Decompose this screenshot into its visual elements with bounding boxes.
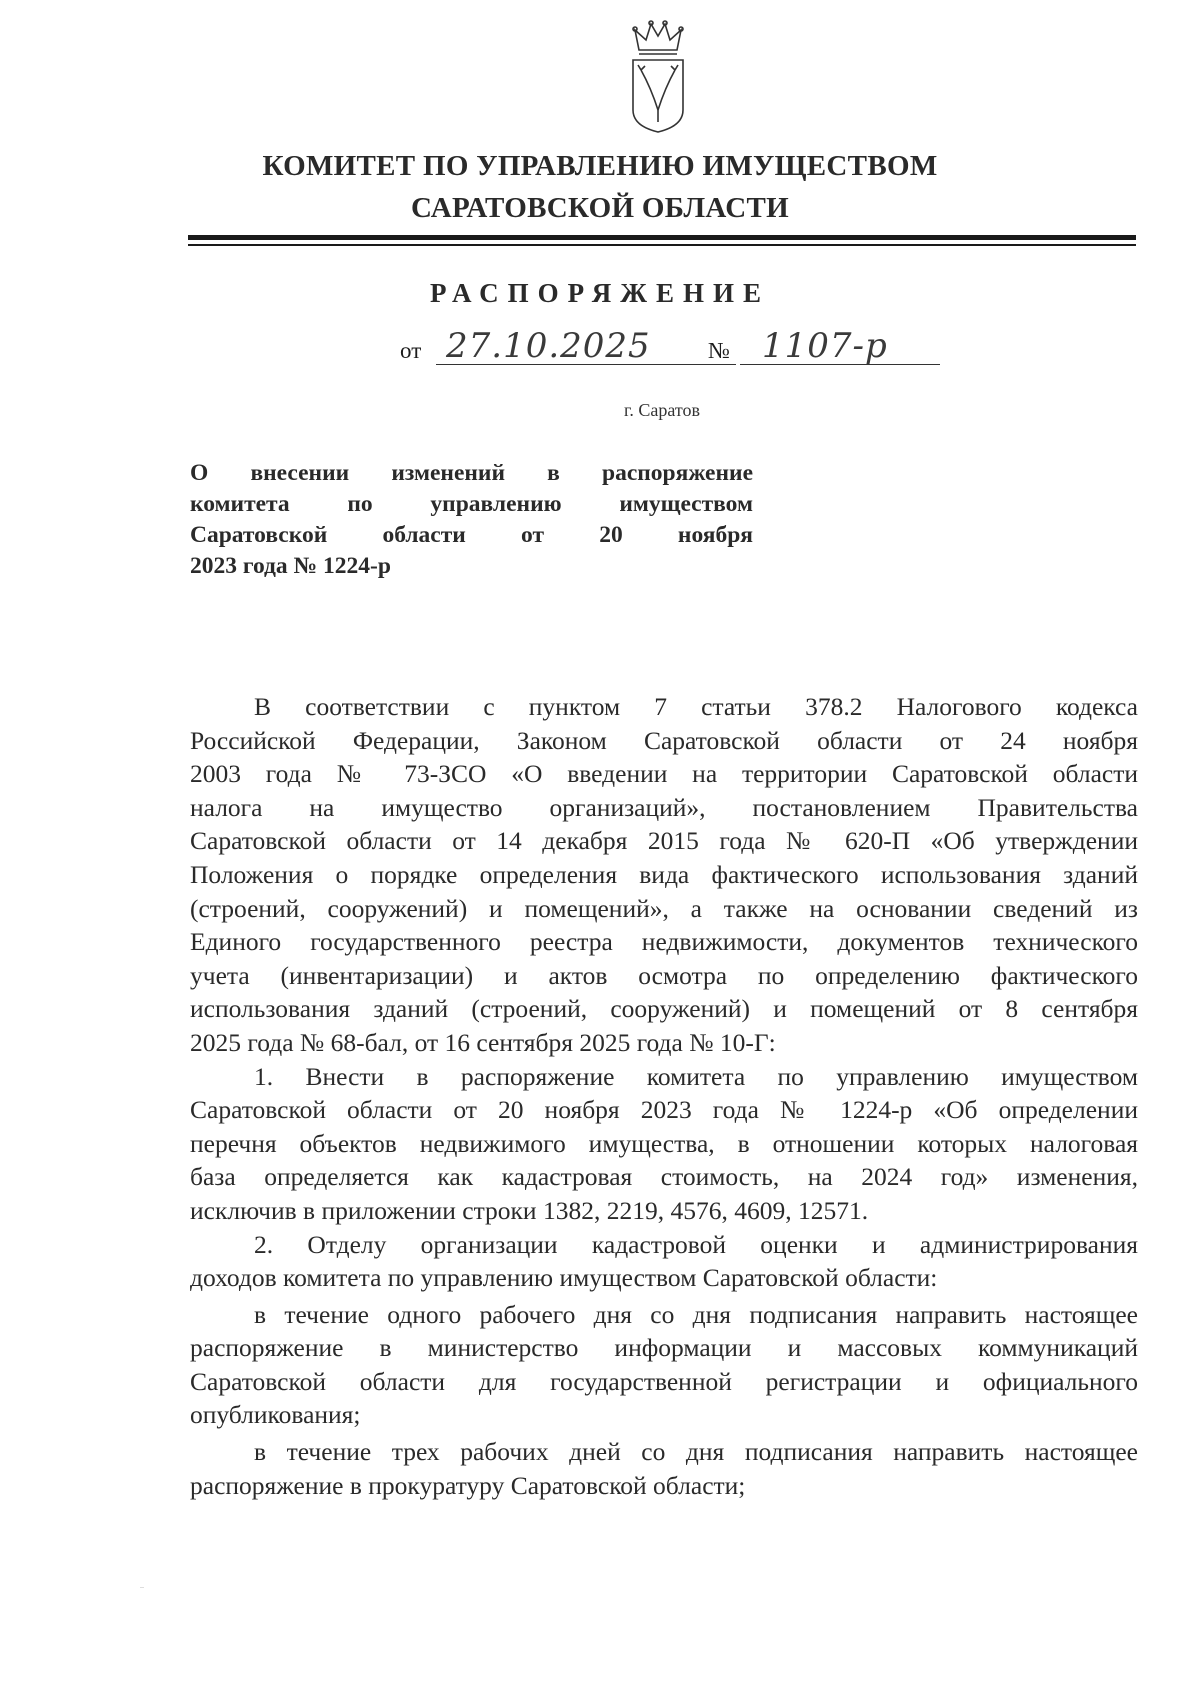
- preamble-line: Саратовской области от 14 декабря 2015 года № 620-П «Об утверждении: [190, 826, 1138, 856]
- preamble-line: 2003 года № 73-ЗСО «О введении на территории Саратовской области: [190, 759, 1138, 789]
- item-2b-line: в течение трех рабочих дней со дня подписания направить настоящее: [254, 1437, 1138, 1467]
- item-1-line: 1. Внести в распоряжение комитета по управлению имуществом: [254, 1061, 1138, 1091]
- preamble-line: 2025 года № 68-бал, от 16 сентября 2025 года № 10-Г:: [190, 1027, 776, 1057]
- subject-line: 2023 года № 1224-р: [190, 553, 391, 579]
- header-rule-thick: [188, 235, 1136, 240]
- document-subject: [190, 458, 753, 582]
- header-rule-thin: [188, 244, 1136, 246]
- document-type: РАСПОРЯЖЕНИЕ: [429, 278, 771, 308]
- city: г. Саратов: [624, 400, 700, 420]
- item-2a-line: распоряжение в министерство информации и массовых коммуникаций: [190, 1333, 1138, 1363]
- item-1-line: исключив в приложении строки 1382, 2219, 4576, 4609, 12571.: [190, 1195, 869, 1225]
- org-name-line-1: КОМИТЕТ ПО УПРАВЛЕНИЮ ИМУЩЕСТВОМ: [262, 150, 938, 182]
- handwritten-number: 1107-р: [762, 326, 888, 366]
- preamble-line: Единого государственного реестра недвижимости, документов технического: [190, 927, 1138, 957]
- item-2-line: 2. Отделу организации кадастровой оценки и администрирования: [254, 1229, 1138, 1259]
- date-label: от: [400, 338, 422, 363]
- document-body: [190, 690, 1138, 1502]
- item-1-line: перечня объектов недвижимого имущества, в отношении которых налоговая: [190, 1128, 1138, 1158]
- subject-line: О внесении изменений в распоряжение: [190, 460, 753, 486]
- item-2a-line: опубликования;: [190, 1400, 361, 1430]
- preamble-line: (строений, сооружений) и помещений», а также на основании сведений из: [190, 893, 1138, 923]
- preamble-line: В соответствии с пунктом 7 статьи 378.2 Налогового кодекса: [254, 692, 1138, 721]
- item-2-line: доходов комитета по управлению имуществом Саратовской области:: [190, 1263, 938, 1293]
- item-2a-line: в течение одного рабочего дня со дня подписания направить настоящее: [254, 1299, 1138, 1329]
- number-label: №: [708, 338, 730, 363]
- preamble-line: Российской Федерации, Законом Саратовской области от 24 ноября: [190, 725, 1138, 755]
- saratov-coat-of-arms-icon: [629, 18, 687, 134]
- handwritten-date: 27.10.2025: [446, 326, 651, 366]
- preamble-line: учета (инвентаризации) и актов осмотра по определению фактического: [190, 960, 1138, 990]
- subject-line: Саратовской области от 20 ноября: [190, 522, 753, 548]
- item-2b-line: распоряжение в прокуратуру Саратовской области;: [190, 1470, 746, 1500]
- subject-line: комитета по управлению имуществом: [190, 491, 753, 517]
- item-1-line: Саратовской области от 20 ноября 2023 года № 1224-р «Об определении: [190, 1095, 1138, 1125]
- item-1-line: база определяется как кадастровая стоимость, на 2024 год» изменения,: [190, 1162, 1138, 1192]
- item-2a-line: Саратовской области для государственной регистрации и официального: [190, 1366, 1138, 1396]
- preamble-line: использования зданий (строений, сооружений) и помещений от 8 сентября: [190, 994, 1138, 1024]
- scan-speck: [140, 1587, 144, 1588]
- preamble-line: налога на имущество организаций», постановлением Правительства: [190, 792, 1138, 822]
- date-number-row: [400, 326, 940, 370]
- org-name-line-2: САРАТОВСКОЙ ОБЛАСТИ: [411, 192, 789, 224]
- preamble-line: Положения о порядке определения вида фактического использования зданий: [190, 859, 1138, 889]
